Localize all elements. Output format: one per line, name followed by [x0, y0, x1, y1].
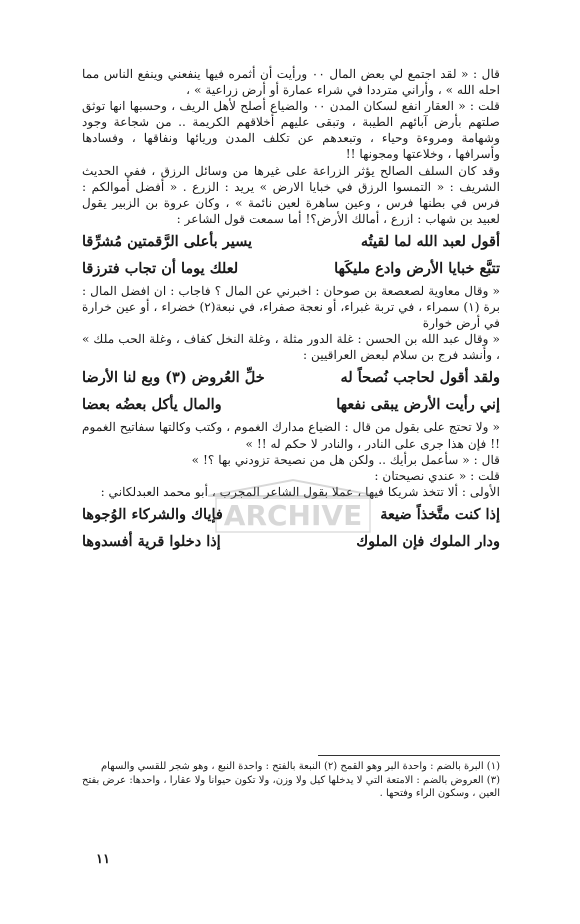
hemistich-second: يسير بأعلى الرَّقمتين مُشرِّقا: [82, 232, 253, 250]
verse-line: [82, 393, 500, 417]
verse-line: [82, 230, 500, 254]
verse-block-2: [82, 366, 500, 417]
hemistich-first: تتبَّع خبايا الأرض وادع مليكَها: [334, 259, 500, 277]
verse-line: [82, 503, 500, 527]
hemistich-second: والمال يأكل بعضُه بعضا: [82, 396, 222, 414]
hemistich-first: ودار الملوك فإن الملوك: [356, 532, 500, 550]
verse-block-1: [82, 230, 500, 281]
paragraph-1: قال : « لقد اجتمع لي بعض المال ٠٠ ورأيت أن أثمره فيها ينفعني وينفع الناس مما احله الله » ، وأراني مترددا في شراء عمارة أو أرض زراعية » ،: [82, 67, 500, 98]
footnote-1-2: (١) البرة بالضم : واحدة البر وهو القمح (٢) النبعة بالفتح : واحدة النبع ، وهو شجر للقسي والسهام: [100, 761, 500, 772]
paragraph-9: الأولى : ألا تتخذ شريكا فيها ، عملا بقول الشاعر المجرب ، أبو محمد العبدلكاني :: [100, 484, 500, 499]
footnote-3: (٣) العروض بالضم : الامتعة التي لا يدخلها كيل ولا وزن، ولا تكون حيوانا ولا عقارا ، واحدها: عرض بفتح العين ، وسكون الراء وفتحها .: [82, 774, 500, 799]
svg-text:ARCHIVE: ARCHIVE: [223, 499, 363, 532]
hemistich-first: إني رأيت الأرض يبقى نفعها: [336, 396, 500, 414]
footnote-divider: [318, 755, 500, 756]
hemistich-first: إذا كنت متَّخذاً ضيعة: [380, 505, 500, 523]
verse-line: [82, 366, 500, 390]
page-number: ١١: [96, 852, 110, 867]
hemistich-second: لعلك يوما أن تجاب فترزقا: [82, 259, 239, 277]
paragraph-4: « وقال معاوية لصعصعة بن صوحان : اخبرني عن المال ؟ فاجاب : ان افضل المال : برة (١) سمراء ، في تربة غبراء، أو نعجة صفراء، في نبعة(٢) خضراء ، أو عين خرارة في أرض خوارة: [82, 283, 500, 331]
hemistich-first: أقول لعبد الله لما لقيتُه: [360, 232, 500, 250]
paragraph-5: « وقال عبد الله بن الحسن : غلة الدور مثلة ، وغلة النخل كفاف ، وغلة الحب ملك » ، وأنشد فرج بن سلام لبعض العراقيين :: [82, 332, 500, 363]
hemistich-second: خلِّ العُروض (٣) وبع لنا الأرضا: [82, 369, 265, 387]
hemistich-first: ولقد أقول لحاجب نُصحاً له: [340, 369, 500, 387]
footnotes: [82, 760, 500, 801]
verse-line: [82, 530, 500, 554]
paragraph-3: وقد كان السلف الصالح يؤثر الزراعة على غيرها من وسائل الرزق ، ففي الحديث الشريف : « التمسوا الرزق في خبايا الارض » يريد : الزرع . « أفضل أموالكم : فرس في بطنها فرس ، وعين ساهرة لعين نائمة » ، وكان عروة بن الزبير يقول لعبيد بن شهاب : ازرع ، أمالك الأرض؟! أما سمعت قول الشاعر :: [82, 163, 500, 226]
paragraph-8: قلت : « عندي نصيحتان :: [374, 468, 500, 483]
paragraph-7: قال : « سأعمل برأيك .. ولكن هل من نصيحة تزودني بها ؟! »: [191, 452, 500, 467]
hemistich-second: إذا دخلوا قرية أفسدوها: [82, 532, 221, 550]
verse-block-3: [82, 503, 500, 554]
paragraph-6: « ولا تحتج على بقول من قال : الضياع مدارك الغموم ، وكتب وكالتها سفاتيح الغموم !! فإن هذا جرى على النادر ، والنادر لا حكم له !! »: [82, 420, 500, 451]
verse-line: [82, 257, 500, 281]
paragraph-2: قلت : « العقار انفع لسكان المدن ٠٠ والضياع أصلح لأهل الريف ، وحسبها انها توثق صلتهم بأرض آبائهم الطيبة ، وتبقى عليهم أخلاقهم الكريمة .. من شجاعة وجود وشهامة ومروءة وحياء ، وتبعدهم عن تكلف المدن وريائها ونفاقها ، وفسادها وأسرافها ، وخلاعتها ومجونها !!: [82, 99, 501, 162]
hemistich-second: فإياك والشركاء الوُجوها: [82, 505, 223, 523]
main-text-column: [82, 66, 500, 556]
